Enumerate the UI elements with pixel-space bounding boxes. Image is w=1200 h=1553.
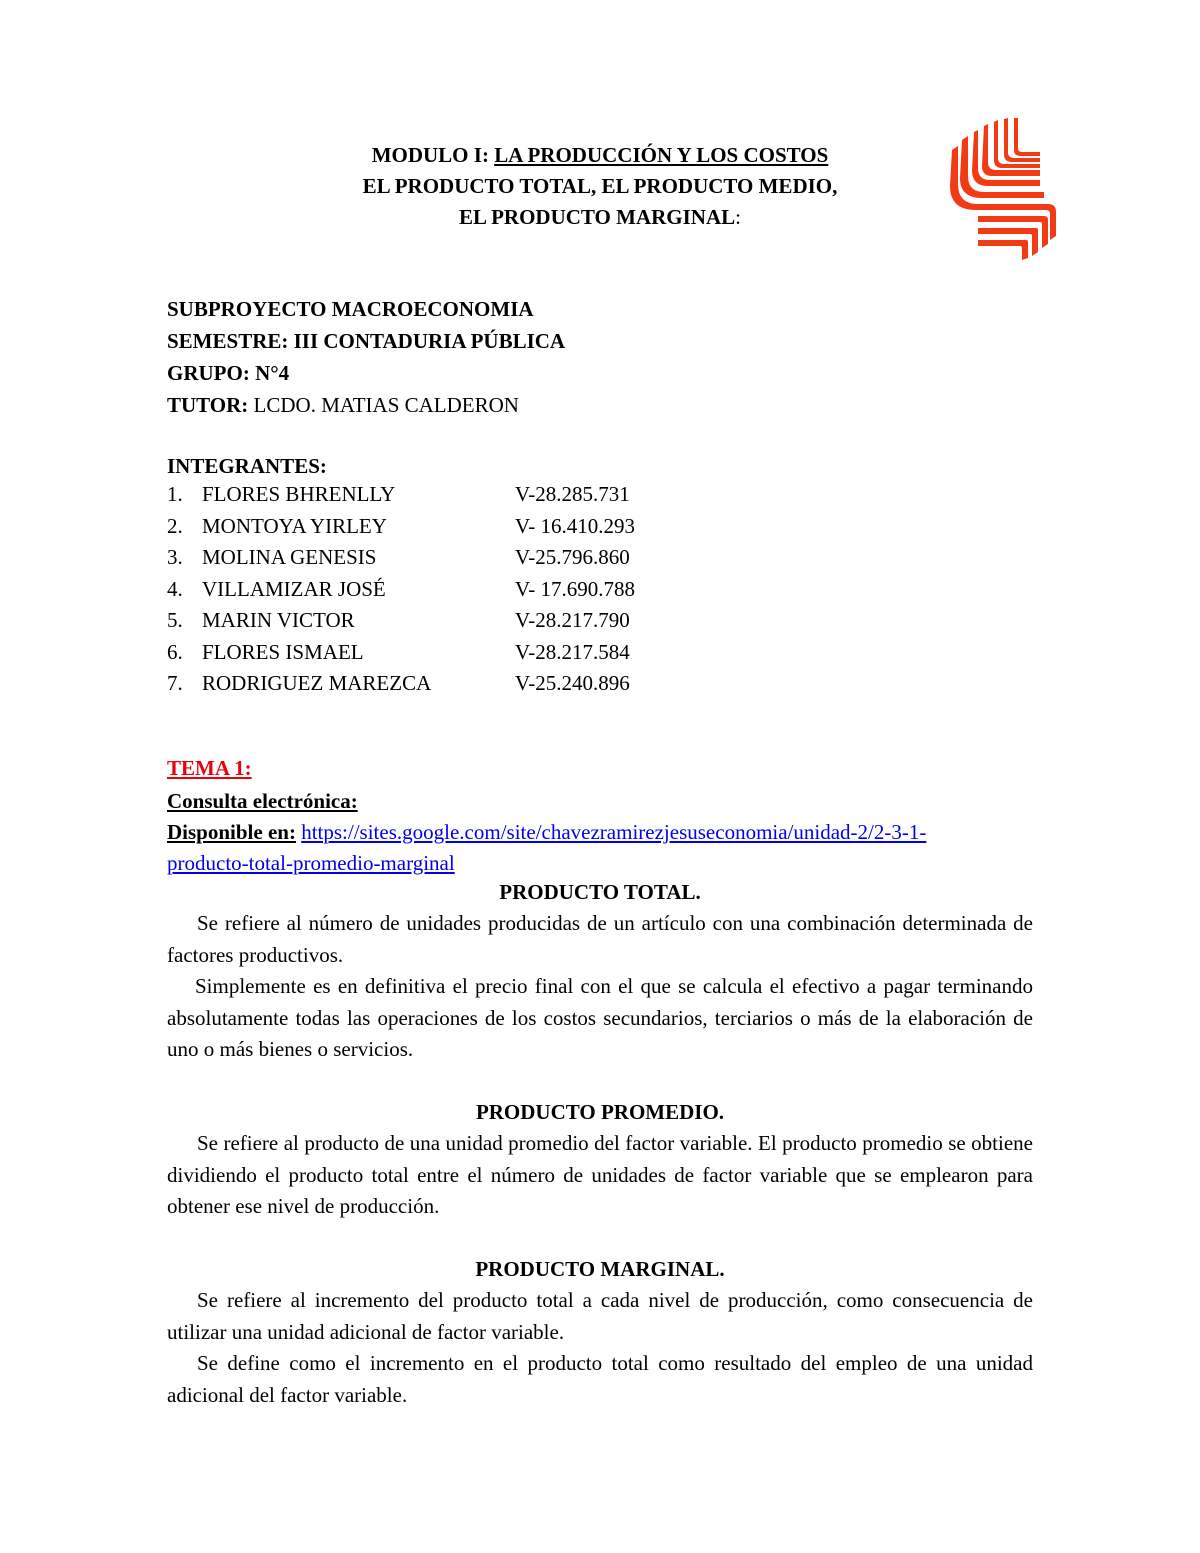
member-name: FLORES BHRENLLY — [202, 482, 396, 506]
section-title-total: PRODUCTO TOTAL. — [499, 880, 701, 904]
members-title: INTEGRANTES: — [167, 454, 327, 478]
member-id: V-25.240.896 — [515, 671, 630, 695]
member-id: V- 16.410.293 — [515, 513, 635, 538]
semestre-line: SEMESTRE: III CONTADURIA PÚBLICA — [167, 329, 566, 353]
member-id: V-28.217.584 — [515, 639, 630, 664]
member-id: V-25.796.860 — [515, 545, 630, 569]
member-name: MARIN VICTOR — [202, 608, 355, 632]
source-link-line-1: https://sites.google.com/site/chavezramirezjesuseconomia/unidad-2/2-3-1- — [301, 820, 927, 844]
section-body-promedio — [167, 1128, 1033, 1223]
course-info — [167, 293, 867, 421]
paragraph: Simplemente es en definitiva el precio final con el que se calcula el efectivo a pagar terminando absolutamente todas las operaciones de los costos secundarios, terciarios o más de la elaboración de uno o más bienes o servicios. — [167, 974, 1033, 1061]
list-item — [167, 542, 867, 574]
list-item — [167, 668, 867, 700]
member-number: 3. — [167, 545, 183, 569]
member-id: V- 17.690.788 — [515, 576, 635, 601]
member-number: 4. — [167, 576, 183, 601]
tutor-line — [167, 389, 867, 421]
topic-heading: TEMA 1: — [167, 756, 252, 780]
document-header — [200, 140, 1000, 233]
member-name: FLORES ISMAEL — [202, 639, 364, 664]
member-name: MONTOYA YIRLEY — [202, 513, 387, 538]
member-name: RODRIGUEZ MAREZCA — [202, 671, 432, 695]
university-logo-icon — [948, 118, 1068, 260]
source-link-line-2: producto-total-promedio-marginal — [167, 851, 455, 875]
list-item — [167, 574, 867, 606]
member-number: 6. — [167, 639, 183, 664]
member-number: 7. — [167, 671, 183, 695]
subproyecto-line: SUBPROYECTO MACROECONOMIA — [167, 297, 534, 321]
header-line-3-colon: : — [735, 205, 741, 229]
member-number: 1. — [167, 482, 183, 506]
tutor-value: LCDO. MATIAS CALDERON — [248, 393, 519, 417]
paragraph: Se define como el incremento en el producto total como resultado del empleo de una unidad adicional del factor variable. — [167, 1351, 1033, 1407]
member-name: MOLINA GENESIS — [202, 545, 377, 569]
tutor-label: TUTOR: — [167, 393, 249, 417]
paragraph: Se refiere al incremento del producto total a cada nivel de producción, como consecuencia de utilizar una unidad adicional de factor variable. — [167, 1288, 1033, 1344]
source-reference — [167, 817, 1037, 879]
member-id: V-28.285.731 — [515, 482, 630, 506]
members-list — [167, 479, 867, 700]
consulta-heading: Consulta electrónica: — [167, 789, 358, 813]
paragraph: Se refiere al número de unidades producidas de un artículo con una combinación determinada de factores productivos. — [167, 911, 1033, 967]
member-number: 5. — [167, 608, 183, 632]
header-line-2: EL PRODUCTO TOTAL, EL PRODUCTO MEDIO, — [362, 174, 838, 198]
module-title: LA PRODUCCIÓN Y LOS COSTOS — [494, 143, 829, 167]
list-item — [167, 511, 867, 543]
list-item — [167, 605, 867, 637]
member-number: 2. — [167, 513, 183, 538]
section-body-total — [167, 908, 1033, 1066]
member-name: VILLAMIZAR JOSÉ — [202, 576, 386, 601]
section-title-marginal: PRODUCTO MARGINAL. — [475, 1257, 725, 1281]
list-item — [167, 637, 867, 669]
header-line-1 — [200, 140, 1000, 171]
paragraph: Se refiere al producto de una unidad promedio del factor variable. El producto promedio se obtiene dividiendo el producto total entre el número de unidades de factor variable que se emplearon para obtener ese nivel de producción. — [167, 1131, 1033, 1218]
header-line-3-text: EL PRODUCTO MARGINAL — [459, 205, 736, 229]
module-label: MODULO I: — [371, 143, 495, 167]
header-line-3 — [200, 202, 1000, 233]
section-title-promedio: PRODUCTO PROMEDIO. — [475, 1100, 725, 1124]
source-label: Disponible en: — [167, 820, 296, 844]
section-body-marginal — [167, 1285, 1033, 1411]
list-item — [167, 479, 867, 511]
grupo-line: GRUPO: N°4 — [167, 361, 290, 385]
member-id: V-28.217.790 — [515, 608, 630, 632]
